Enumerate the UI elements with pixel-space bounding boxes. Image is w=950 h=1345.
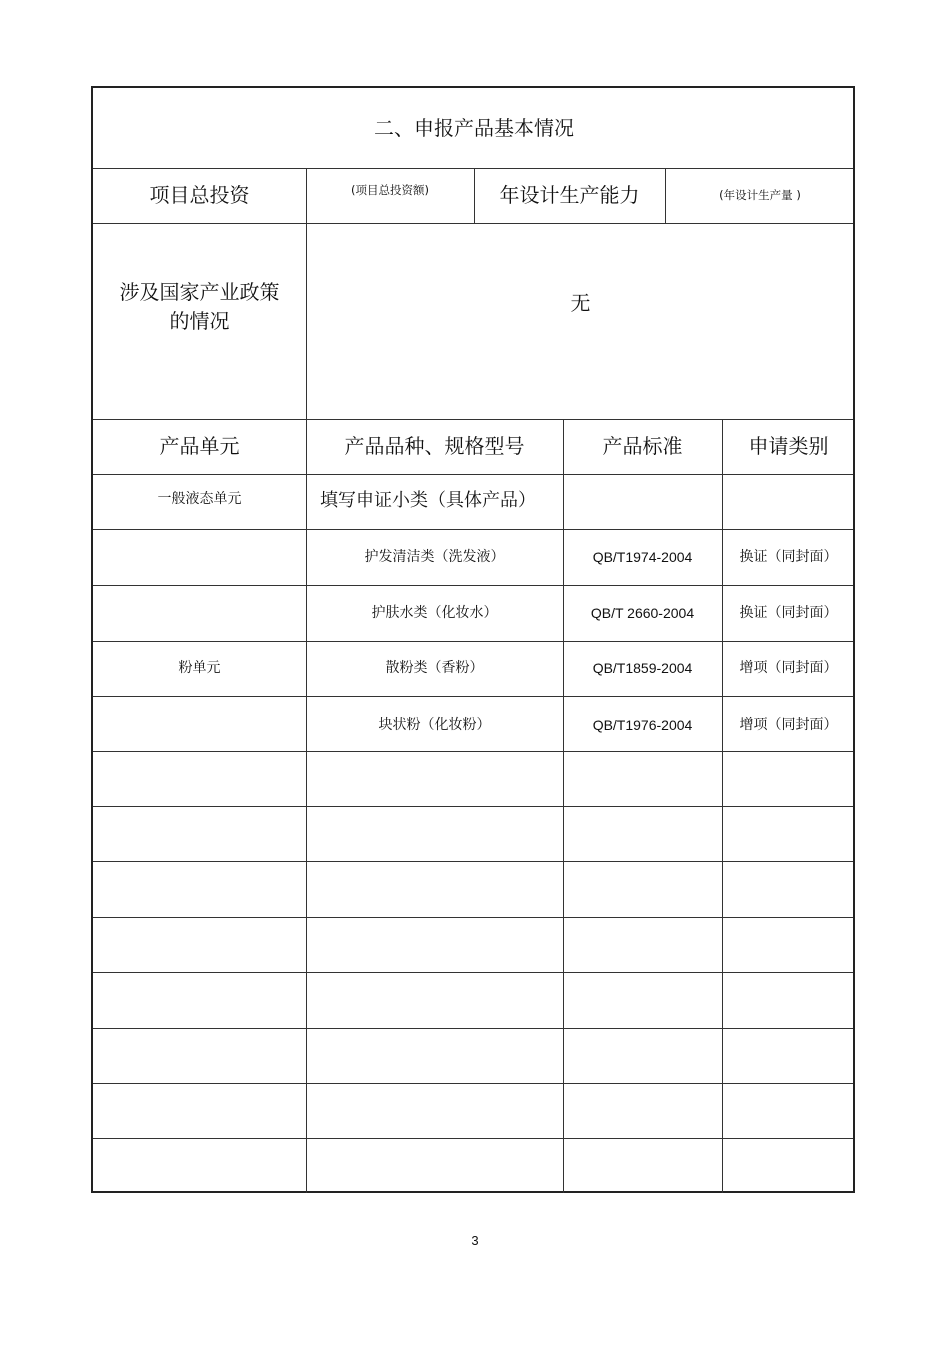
- table-cell-variety[interactable]: 散粉类（香粉）: [385, 660, 484, 677]
- table-cell-standard[interactable]: [563, 861, 722, 917]
- header-product-standard: 产品标准: [602, 434, 683, 458]
- table-cell-standard[interactable]: [563, 917, 722, 972]
- table-cell-variety[interactable]: [306, 1083, 563, 1138]
- table-cell-variety[interactable]: [306, 861, 563, 917]
- table-cell-unit[interactable]: 一般液态单元: [157, 490, 242, 507]
- table-cell-standard[interactable]: QB/T1974-2004: [592, 548, 693, 565]
- table-cell-type[interactable]: [722, 806, 855, 861]
- table-cell-standard[interactable]: [563, 1138, 722, 1193]
- table-cell-variety[interactable]: [306, 806, 563, 861]
- table-cell-standard[interactable]: [563, 1028, 722, 1083]
- policy-value-field[interactable]: 无: [570, 290, 591, 315]
- table-cell-standard[interactable]: [563, 1083, 722, 1138]
- table-cell-unit[interactable]: [93, 529, 306, 585]
- table-cell-unit[interactable]: [93, 861, 306, 917]
- table-cell-unit[interactable]: 粉单元: [178, 660, 221, 677]
- table-cell-standard[interactable]: [563, 972, 722, 1028]
- table-cell-standard[interactable]: QB/T1976-2004: [592, 716, 693, 733]
- table-cell-type[interactable]: [722, 1028, 855, 1083]
- table-cell-type[interactable]: 增项（同封面）: [739, 716, 838, 733]
- table-cell-variety[interactable]: [306, 1028, 563, 1083]
- table-cell-type[interactable]: [722, 1138, 855, 1193]
- table-cell-type[interactable]: [722, 917, 855, 972]
- table-cell-type[interactable]: 增项（同封面）: [739, 660, 838, 677]
- policy-label: [93, 223, 306, 419]
- table-cell-unit[interactable]: [93, 1028, 306, 1083]
- table-cell-unit[interactable]: [93, 1083, 306, 1138]
- investment-value-field[interactable]: (项目总投资额): [351, 183, 429, 198]
- table-cell-variety[interactable]: [306, 917, 563, 972]
- table-cell-type[interactable]: [722, 1083, 855, 1138]
- investment-label: 项目总投资: [149, 183, 250, 207]
- header-application-type: 申请类别: [748, 434, 829, 458]
- capacity-label: 年设计生产能力: [499, 183, 640, 207]
- table-cell-variety[interactable]: [306, 972, 563, 1028]
- table-cell-standard[interactable]: QB/T1859-2004: [592, 660, 693, 677]
- table-cell-unit[interactable]: [93, 917, 306, 972]
- table-cell-type[interactable]: [722, 474, 855, 529]
- header-product-unit: 产品单元: [159, 434, 240, 458]
- table-cell-unit[interactable]: [93, 1138, 306, 1193]
- section-title: 二、申报产品基本情况: [374, 115, 574, 140]
- header-product-variety: 产品品种、规格型号: [344, 434, 525, 458]
- table-cell-type[interactable]: [722, 972, 855, 1028]
- application-form-table: [91, 86, 855, 1193]
- page-number: 3: [471, 1233, 479, 1248]
- table-cell-unit[interactable]: [93, 806, 306, 861]
- table-cell-unit[interactable]: [93, 696, 306, 751]
- table-cell-standard[interactable]: [563, 806, 722, 861]
- table-cell-type[interactable]: 换证（同封面）: [739, 548, 838, 565]
- table-cell-variety[interactable]: 护发清洁类（洗发液）: [364, 548, 505, 565]
- policy-label-line2: 的情况: [169, 309, 230, 333]
- table-cell-type[interactable]: 换证（同封面）: [739, 604, 838, 621]
- capacity-value-field[interactable]: (年设计生产量 ): [719, 188, 801, 203]
- table-cell-unit[interactable]: [93, 972, 306, 1028]
- table-cell-variety[interactable]: [306, 1138, 563, 1193]
- table-cell-standard[interactable]: QB/T 2660-2004: [590, 604, 695, 621]
- table-cell-type[interactable]: [722, 751, 855, 806]
- policy-label-line1: 涉及国家产业政策: [119, 280, 280, 304]
- table-cell-type[interactable]: [722, 861, 855, 917]
- table-cell-standard[interactable]: [563, 474, 722, 529]
- table-cell-variety[interactable]: 块状粉（化妆粉）: [378, 716, 491, 733]
- table-cell-unit[interactable]: [93, 751, 306, 806]
- table-cell-variety[interactable]: [306, 751, 563, 806]
- table-cell-unit[interactable]: [93, 585, 306, 641]
- table-cell-variety[interactable]: 护肤水类（化妆水）: [371, 604, 498, 621]
- table-cell-variety[interactable]: 填写申证小类（具体产品）: [320, 490, 536, 512]
- table-cell-standard[interactable]: [563, 751, 722, 806]
